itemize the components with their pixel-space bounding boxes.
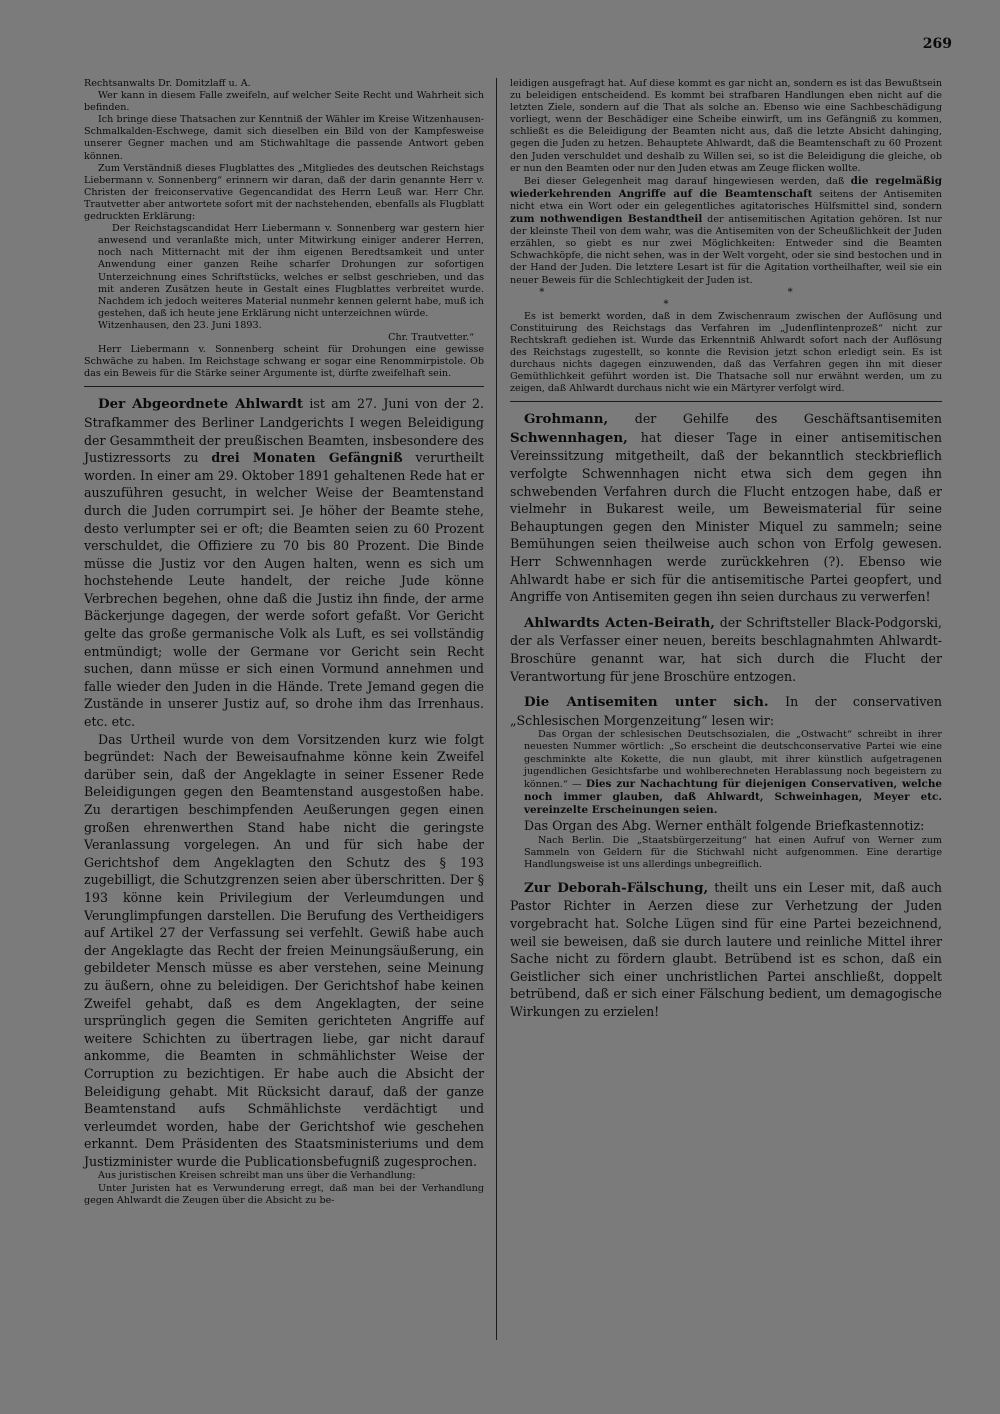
left-column [84, 78, 484, 1207]
paragraph: Zum Verständniß dieses Flugblattes des „Mitgliedes des deutschen Reichstags Liebermann v. Sonnenberg“ erinnern wir daran, daß der darin genannte Herr v. Christen der freiconservative Gegencandidat des Herrn Leuß war. Herr Chr. Trautvetter aber antwortete sofort mit der nachstehenden, ebenfalls als Flugblatt gedruckten Erklärung: [84, 162, 484, 223]
paragraph: Wer kann in diesem Falle zweifeln, auf welcher Seite Recht und Wahrheit sich befinden. [84, 90, 484, 114]
paragraph: Rechtsanwalts Dr. Domitzlaff u. A. [84, 78, 251, 89]
paragraph: Ich bringe diese Thatsachen zur Kenntniß der Wähler im Kreise Witzenhausen-Schmalkalden-Eschwege, damit sich dieselben ein Bild von der Kampfesweise unserer Gegner machen und am Stichwahltage die passende Antwort geben können. [84, 114, 484, 162]
right-column [510, 78, 942, 1021]
article-antisemiten: Die Antisemiten unter sich. In der conservativen „Schlesischen Morgenzeitung“ lesen wir: [510, 694, 942, 728]
headline: Ahlwardts Acten-Beirath, [524, 614, 715, 631]
quoted-declaration: Der Reichstagscandidat Herr Liebermann v. Sonnenberg war gestern hier anwesend und veranlaßte mich, unter Mitwirkung einiger anderer Herren, noch nach Mitternacht mit der ihm eigenen Beredtsamkeit und unter Anwendung einer ganzen Reihe scharfer Drohungen zur sofortigen Unterzeichnung eines Schriftstücks, welches er selbst geschrieben, und das mit anderen Zusätzen heute in Gestalt eines Flugblattes verbreitet wurde. Nachdem ich jedoch weiteres Material nunmehr kennen gelernt habe, muß ich gestehen, daß ich heute jene Erklärung nicht unterzeichnen würde. [98, 223, 484, 319]
paragraph: Bei dieser Gelegenheit mag darauf hingewiesen werden, daß die regelmäßig wiederkehrenden Angriffe auf die Beamtenschaft seitens der Antisemiten nicht etwa ein Wort oder ein gelegentliches agitatorisches Hülfsmittel sind, sondern zum nothwendigen Bestandtheil der antisemitischen Agitation gehören. Ist nur der kleinste Theil von dem wahr, was die Antisemiten von der Scheußlichkeit der Juden erzählen, so giebt es nur zwei Möglichkeiten: Entweder sind die Beamten Schwachköpfe, die nicht sehen, was in der Welt vorgeht, oder sie sind bestochen und in der Hand der Juden. Die letztere Lesart ist für die Agitation vortheilhafter, weil sie ein neuer Beweis für die Schlechtigkeit der Juden ist. [510, 174, 942, 286]
headline: Zur Deborah-Fälschung, [524, 879, 709, 896]
article-grohmann: Grohmann, der Gehilfe des Geschäftsantisemiten Schwennhagen, hat dieser Tage in einer antisemitischen Vereinssitzung mitgetheilt, daß der bekanntlich steckbrieflich verfolgte Schwennhagen nicht etwa sich dem gegen ihn schwebenden Verfahren durch die Flucht entzogen habe, daß er vielmehr in Bukarest weile, um Beweismaterial für seine Behauptungen gegen den Minister Miquel zu sammeln; seine Bemühungen seien theilweise auch schon von Erfolg gewesen. Herr Schwennhagen werde zurückkehren (?). Ebenso wie Ahlwardt habe er sich für die antisemitische Partei geopfert, und Angriffe von Antisemiten gegen ihn seien durchaus zu verwerfen! [510, 411, 942, 605]
paragraph: Aus juristischen Kreisen schreibt man uns über die Verhandlung: [98, 1170, 416, 1182]
paragraph: Das Urtheil wurde von dem Vorsitzenden kurz wie folgt begründet: Nach der Beweisaufnahme könne kein Zweifel darüber sein, daß der Angeklagte in seiner Essener Rede Beleidigungen gegen den Beamtenstand ausgestoßen habe. Zu derartigen beschimpfenden Aeußerungen gegen einen großen ehrenwerthen Stand habe nicht die geringste Veranlassung vorgelegen. An und für sich habe der Gerichtshof dem Angeklagten den Schutz des § 193 zugebilligt, die Schutzgrenzen seien aber überschritten. Der § 193 könne kein Privilegium der Verleumdungen und Verunglimpfungen darstellen. Die Berufung des Vertheidigers auf Artikel 27 der Verfassung sei verfehlt. Gewiß habe auch der Angeklagte das Recht der freien Meinungsäußerung, ein gebildeter Mensch müsse es aber verstehen, seine Meinung zu äußern, ohne zu beleidigen. Der Gerichtshof habe keinen Zweifel gehabt, daß es dem Angeklagten, der seine ursprünglich gegen die Semiten gerichteten Angriffe auf weitere Schichten zu übertragen liebe, gar nicht darauf ankomme, die Beamten in schmählichster Weise der Corruption zu bezichtigen. Er habe auch die Absicht der Beleidigung gehabt. Mit Rücksicht darauf, daß der ganze Beamtenstand aufs Schmählichste verdächtigt und verleumdet worden, habe der Gerichtshof wie geschehen erkannt. Dem Präsidenten des Staatsministeriums und dem Justizminister wurde die Publicationsbefugniß zugesprochen. [84, 731, 484, 1169]
signature: Chr. Trautvetter.“ [388, 331, 474, 343]
paragraph: leidigen ausgefragt hat. Auf diese kommt es gar nicht an, sondern es ist das Bewußtsein zu beleidigen entscheidend. Es kommt bei strafbaren Handlungen eben nicht auf die letzten Ziele, sondern auf die That als solche an. Ebenso wie eine Sachbeschädigung vorliegt, wenn der Beschädiger eine Scheibe einwirft, um ins Gefängniß zu kommen, schließt es die Beleidigung der Beamten nicht aus, daß die letzte Absicht dahinging, gegen die Juden zu hetzen. Behauptete Ahlwardt, daß die Beamtenschaft zu 60 Prozent den Juden verschuldet und deshalb zu Willen sei, so ist die Beleidigung die gleiche, ob er nun den Beamten oder nur den Juden etwas am Zeuge flicken wollte. [510, 78, 942, 174]
emphasis: zum nothwendigen Bestandtheil [510, 213, 703, 226]
emphasis: die regelmäßig wiederkehrenden Angriffe auf die Beamtenschaft [510, 174, 942, 200]
article-deborah: Zur Deborah-Fälschung, theilt uns ein Leser mit, daß auch Pastor Richter in Aerzen diese zur Verhetzung der Juden vorgebracht hat. Solche Lügen sind für eine Partei bezeichnend, weil sie beweisen, daß sie durch lautere und reinliche Mittel ihrer Sache nicht zu fördern glaubt. Betrübend ist es schon, daß ein Geistlicher sich einer unchristlichen Partei anschließt, doppelt betrübend, daß er sich einer Fälschung bedient, um demagogische Wirkungen zu erzielen! [510, 879, 942, 1020]
section-divider [510, 401, 942, 402]
emphasis: Dies zur Nachachtung für diejenigen Conservativen, welche noch immer glauben, daß Ahlwardt, Schweinhagen, Meyer etc. vereinzelte Erscheinungen seien. [524, 777, 942, 816]
paragraph: Es ist bemerkt worden, daß in dem Zwischenraum zwischen der Auflösung und Constituirung des Reichstags das Verfahren im „Judenflintenprozeß“ nicht zur Rechtskraft gediehen ist. Wurde das Erkenntniß Ahlwardt sofort nach der Auflösung des Reichstags zugestellt, so konnte die Revision jetzt schon erledigt sein. Es ist durchaus nichts dagegen einzuwenden, daß das Verfahren gegen ihn mit dieser Gemüthlichkeit geführt worden ist. Die Thatsache soll nur erwähnt werden, um zu zeigen, daß Ahlwardt durchaus nicht wie ein Märtyrer verfolgt wird. [510, 310, 942, 395]
emphasis: drei Monaten Gefängniß [211, 450, 403, 466]
headline: Die Antisemiten unter sich. [524, 694, 769, 711]
paragraph: Unter Juristen hat es Verwunderung erregt, daß man bei der Verhandlung gegen Ahlwardt die Zeugen über die Absicht zu be- [84, 1182, 484, 1206]
page-number: 269 [922, 36, 952, 52]
column-rule [496, 78, 497, 1340]
quoted-text: Nach Berlin. Die „Staatsbürgerzeitung“ hat einen Aufruf von Werner zum Sammeln von Geldern für die Stichwahl nicht aufgenommen. Eine derartige Handlungsweise ist uns allerdings unbegreiflich. [524, 834, 942, 870]
paragraph: Herr Liebermann v. Sonnenberg scheint für Drohungen eine gewisse Schwäche zu haben. Im Reichstage schwang er sogar eine Renommirpistole. Ob das ein Beweis für die Stärke seiner Argumente ist, dürfte zweifelhaft sein. [84, 344, 484, 380]
section-divider [84, 386, 484, 387]
section-stars: * * * [539, 286, 913, 310]
article-acten-beirath: Ahlwardts Acten-Beirath, der Schriftsteller Black-Podgorski, der als Verfasser einer neuen, bereits beschlagnahmten Ahlwardt-Broschüre genannt war, hat sich durch die Flucht der Verantwortung für jene Broschüre entzogen. [510, 614, 942, 684]
headline: Schwennhagen, [510, 429, 628, 446]
headline: Der Abgeordnete Ahlwardt [98, 396, 304, 413]
quoted-text: Das Organ der schlesischen Deutschsozialen, die „Ostwacht“ schreibt in ihrer neuesten Nummer wörtlich: „So erscheint die deutschconservative Partei wie eine geschminkte alte Kokette, die nun glaubt, mit ihrer künstlich aufgetragenen jugendlichen Gesichtsfarbe und wohlberechneten Herablassung noch begeistern zu können.“ — Dies zur Nachachtung für diejenigen Conservativen, welche noch immer glauben, daß Ahlwardt, Schweinhagen, Meyer etc. vereinzelte Erscheinungen seien. [524, 729, 942, 816]
paragraph: Das Organ des Abg. Werner enthält folgende Briefkastennotiz: [524, 818, 925, 833]
headline: Grohmann, [524, 411, 609, 428]
dateline: Witzenhausen, den 23. Juni 1893. [98, 319, 262, 331]
article-ahlwardt: Der Abgeordnete Ahlwardt ist am 27. Juni von der 2. Strafkammer des Berliner Landgerichts I wegen Beleidigung der Gesammtheit der preußischen Beamten, insbesondere des Justizressorts zu drei Monaten Gefängniß verurtheilt worden. In einer am 29. Oktober 1891 gehaltenen Rede hat er auszuführen gesucht, in welcher Weise der Beamtenstand durch die Juden corrumpirt sei. Je höher der Beamte stehe, desto verlumpter sei er oft; die Beamten seien zu 60 Prozent verschuldet, die Offiziere zu 70 bis 80 Prozent. Die Binde müsse die Justiz vor den Augen halten, wenn es sich um hochstehende Leute handelt, der reiche Jude könne Verbrechen begehen, ohne daß die Justiz ihn finde, der arme Bäckerjunge dagegen, der werde sofort gefaßt. Vor Gericht gelte das große germanische Volk als Luft, es sei vollständig entmündigt; wolle der Germane vor Gericht sein Recht suchen, dann müsse er sich einen Vormund annehmen und falle wieder den Juden in die Hände. Trete Jemand gegen die Zustände in unserer Justiz auf, so drohe ihm das Irrenhaus. etc. etc. [84, 396, 484, 730]
